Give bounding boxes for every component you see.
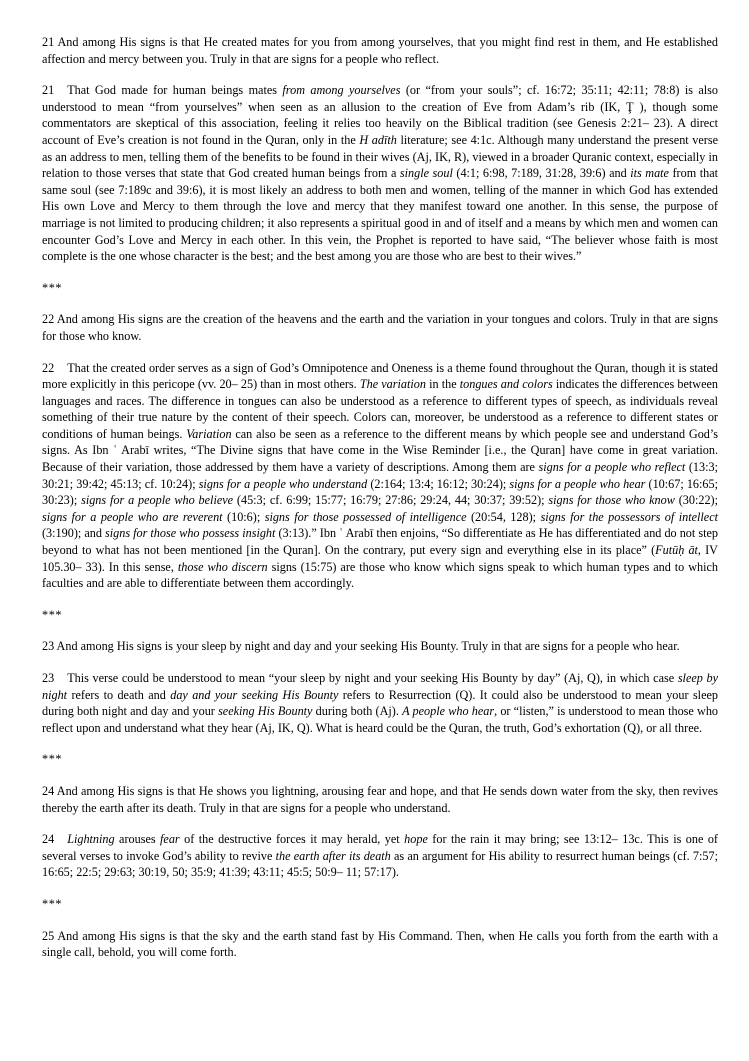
emphasis-text: signs for a people who understand <box>198 476 368 491</box>
body-text: (2:164; 13:4; 16:12; 30:24); <box>367 476 510 491</box>
emphasis-text: signs for a people who reflect <box>538 460 686 475</box>
body-text: signs (15:75) are those who know which signs speak to which human types and to which faculties and are able to differentiate between them accordingly. <box>42 559 719 591</box>
emphasis-text: single soul <box>399 166 453 181</box>
emphasis-text: A people who hear <box>402 704 495 719</box>
verse-paragraph <box>42 783 718 816</box>
emphasis-text: Lightning <box>67 832 115 847</box>
verse-paragraph <box>42 311 718 344</box>
emphasis-text: signs for a people who hear <box>509 476 646 491</box>
body-text: (13:3; 30:21; 39:42; 45:13; cf. 10:24); <box>42 460 718 491</box>
commentary-paragraph <box>42 360 718 592</box>
document-content <box>42 34 718 961</box>
commentary-number: 21 <box>42 83 55 98</box>
body-text: of the destructive forces it may herald, yet <box>179 832 405 847</box>
verse-paragraph <box>42 928 718 961</box>
section-separator: *** <box>42 896 63 911</box>
body-text: 24 And among His signs is that He shows you lightning, arousing fear and hope, and that He sends down water from the sky, then revives thereby the earth after its death. Truly in that are signs for a people who understand. <box>42 783 718 815</box>
body-text: literature; see 4:1c. Although many understand the present verse as an address to men, telling them of the benefits to be found in their wives (Aj, IK, R), viewed in a broader Quranic context, especially in relation to those verses that state that God created human beings from a <box>42 132 718 181</box>
emphasis-text: signs for a people who believe <box>81 493 234 508</box>
emphasis-text: sleep by night <box>42 671 719 702</box>
emphasis-text: Variation <box>186 426 232 441</box>
emphasis-text: the earth after its death <box>275 848 391 863</box>
emphasis-text: signs for those who possess insight <box>105 526 276 541</box>
section-separator: *** <box>42 752 63 767</box>
commentary-paragraph <box>42 82 718 265</box>
emphasis-text: tongues and colors <box>459 377 553 392</box>
body-text: , IV 105.30– 33). In this sense, <box>42 543 718 574</box>
body-text: in the <box>425 377 460 392</box>
emphasis-text: those who discern <box>177 559 268 574</box>
emphasis-text: fear <box>160 832 180 847</box>
commentary-number: 24 <box>42 832 55 847</box>
body-text: (45:3; cf. 6:99; 15:77; 16:79; 27:86; 29:24, 44; 30:37; 39:52); <box>233 493 549 508</box>
verse-paragraph <box>42 34 718 67</box>
body-text: from that same soul (see 7:189c and 39:6), it is most likely an address to both men and women, telling of the manner in which God has extended His own Love and Mercy to them through the love and mercy that they manifest toward one another. In this sense, the purpose of marriage is not limited to producing children; it also represents a spiritual good in and of itself and a means by which men and women can encounter God’s Love and Mercy in each other. In this vein, the Prophet is reported to have said, “The believer whose faith is most complete is the one whose character is the best; and the best among you are those who are best to their wives.” <box>42 166 718 264</box>
commentary-paragraph <box>42 831 718 881</box>
emphasis-text: seeking His Bounty <box>218 704 313 719</box>
body-text: (3:190); and <box>42 526 105 541</box>
body-text: indicates the differences between languages and races. The difference in tongues can also be understood as a reference to different types of speech, as individuals reveal something of their true nature by the content of their speech. Colors can, moreover, be understood as a reference to different states or conditions of human beings. <box>42 377 718 441</box>
body-text: (3:13).” Ibn ʿ Arabī then enjoins, “So differentiate as He has differentiated and do not step beyond to what has not been mentioned [in the Quran]. On the contrary, put every sign and everything else in its place” ( <box>42 526 718 558</box>
body-text: 22 And among His signs are the creation of the heavens and the earth and the variation in your tongues and colors. Truly in that are signs for those who know. <box>42 312 718 343</box>
emphasis-text: its mate <box>630 166 669 181</box>
body-text: for the rain it may bring; see 13:12– 13c. This is one of several verses to invoke God’s ability to revive <box>42 832 718 863</box>
body-text: (20:54, 128); <box>466 509 541 524</box>
emphasis-text: Futūḥ āt <box>655 543 698 558</box>
emphasis-text: signs for those who know <box>548 493 675 508</box>
commentary-number: 23 <box>42 671 55 685</box>
emphasis-text: signs for a people who are reverent <box>42 509 223 524</box>
body-text: 25 And among His signs is that the sky and the earth stand fast by His Command. Then, when He calls you forth from the earth with a single call, behold, you will come forth. <box>42 928 718 960</box>
emphasis-text: from among yourselves <box>282 83 401 98</box>
body-text: during both (Aj). <box>312 704 403 719</box>
emphasis-text: day and your seeking His Bounty <box>170 687 339 702</box>
body-text: arouses <box>114 832 161 847</box>
verse-paragraph <box>42 638 718 655</box>
body-text: This verse could be understood to mean “your sleep by night and your seeking His Bounty by day” (Aj, Q), in which case <box>67 671 678 685</box>
body-text: refers to Resurrection (Q). It could also be understood to mean your sleep during both night and day and your <box>42 687 718 719</box>
body-text: , or “listen,” is understood to mean those who reflect upon and understand what they hear (Aj, IK, Q). What is heard could be the Quran, the truth, God’s exhortation (Q), or all three. <box>42 704 719 735</box>
body-text: (4:1; 6:98, 7:189, 31:28, 39:6) and <box>452 166 631 181</box>
body-text: That the created order serves as a sign of God’s Omnipotence and Oneness is a theme found throughout the Quran, though it is stated more explicitly in this pericope (vv. 20– 25) than in most others. <box>42 360 718 392</box>
body-text: (30:22); <box>674 493 718 508</box>
section-separator: *** <box>42 280 63 295</box>
emphasis-text: hope <box>404 832 428 847</box>
emphasis-text: signs for the possessors of intellect <box>540 509 719 524</box>
emphasis-text: signs for those possessed of intelligence <box>264 509 467 524</box>
body-text: 21 And among His signs is that He created mates for you from among yourselves, that you might find rest in them, and He established affection and mercy between you. Truly in that are signs for a people who reflect. <box>42 35 718 66</box>
section-separator: *** <box>42 607 63 622</box>
body-text: (or “from your souls”; cf. 16:72; 35:11; 42:11; 78:8) is also understood to mean “from yourselves” when seen as an allusion to the creation of Eve from Adam’s rib (IK, Ţ ), though some commentators are skeptical of this association, feeling it relies too heavily on the Biblical tradition (see Genesis 2:21– 23). A direct account of Eve’s creation is not found in the Quran, only in the <box>42 83 719 147</box>
body-text: 23 And among His signs is your sleep by night and day and your seeking His Bounty. Truly in that are signs for a people who hear. <box>42 639 680 654</box>
commentary-paragraph <box>42 670 718 736</box>
body-text: That God made for human beings mates <box>67 83 283 98</box>
commentary-number: 22 <box>42 360 55 375</box>
body-text: as an argument for His ability to resurrect human beings (cf. 7:57; 16:65; 22:5; 29:63; 30:19, 50; 35:9; 41:39; 43:11; 45:5; 50:9– 11; 57:17). <box>42 848 718 880</box>
body-text: refers to death and <box>67 687 171 702</box>
body-text: (10:6); <box>222 509 265 524</box>
emphasis-text: H adīth <box>359 132 397 147</box>
body-text: can also be seen as a reference to the different means by which people see and understand God’s signs. As Ibn ʿ Arabī writes, “The Divine signs that have come in the Wise Reminder [i.e., the Quran] have come in great variation. Because of their variation, those addressed by them have a variety of descriptions. Among them are <box>42 426 719 475</box>
body-text: (10:67; 16:65; 30:23); <box>42 476 718 508</box>
emphasis-text: The variation <box>359 377 426 392</box>
